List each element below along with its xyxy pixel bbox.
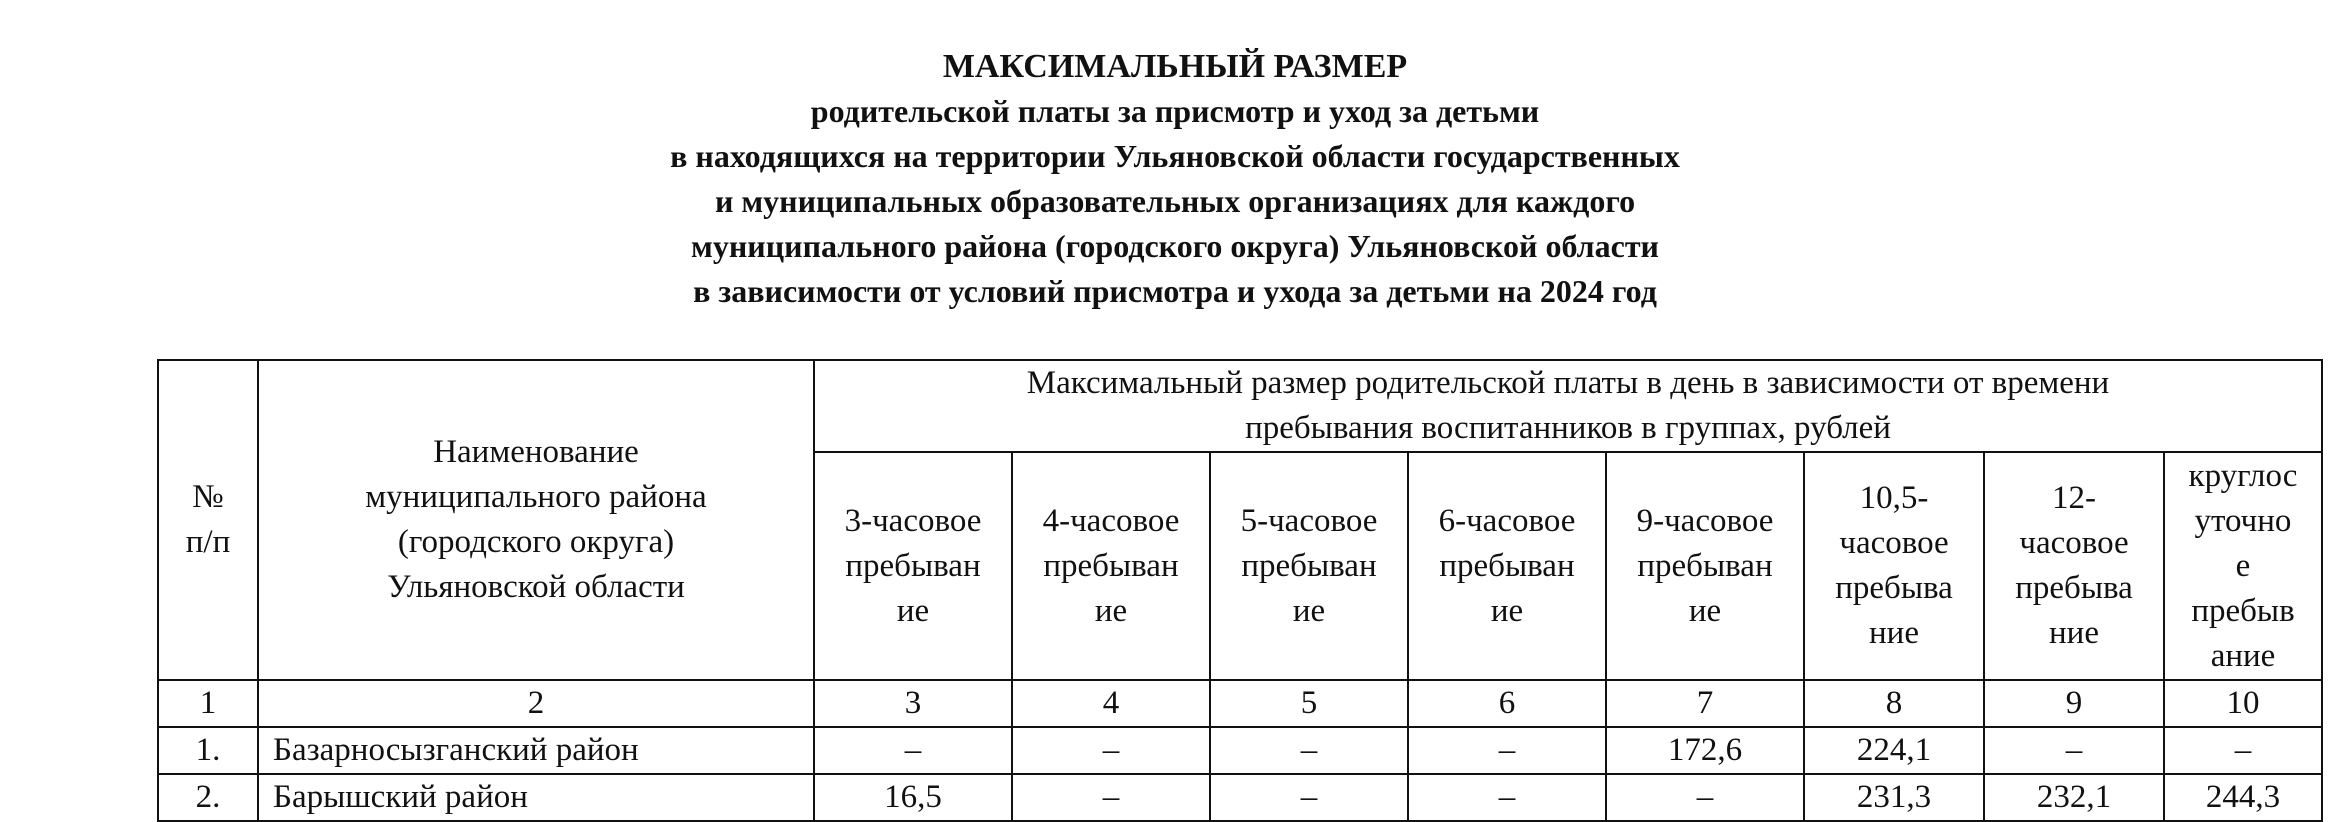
- column-number: 1: [158, 680, 258, 727]
- column-number-row: [158, 680, 2322, 727]
- district-name: Базарносызганский район: [258, 727, 814, 774]
- fee-cell: 172,6: [1606, 727, 1804, 774]
- fee-cell: –: [814, 727, 1012, 774]
- column-number: 4: [1012, 680, 1210, 727]
- fee-cell: –: [1012, 774, 1210, 821]
- fee-cell: 232,1: [1984, 774, 2164, 821]
- fee-cell: –: [1210, 774, 1408, 821]
- column-number: 5: [1210, 680, 1408, 727]
- fee-cell: –: [1408, 727, 1606, 774]
- title-line: в находящихся на территории Ульяновской области государственных: [670, 138, 1680, 174]
- column-number: 2: [258, 680, 814, 727]
- fee-cell: –: [1210, 727, 1408, 774]
- header-col-12h: 12- часовое пребыва ние: [1984, 452, 2164, 680]
- header-col-10-5h: 10,5- часовое пребыва ние: [1804, 452, 1984, 680]
- header-col-4h: 4-часовое пребыван ие: [1012, 452, 1210, 680]
- table-row: [158, 727, 2322, 774]
- column-number: 9: [1984, 680, 2164, 727]
- district-name: Барышский район: [258, 774, 814, 821]
- header-name: Наименование муниципального района (городского округа) Ульяновской области: [258, 360, 814, 680]
- column-number: 6: [1408, 680, 1606, 727]
- document-title: [0, 44, 2338, 314]
- fee-cell: –: [1984, 727, 2164, 774]
- header-fee-span: Максимальный размер родительской платы в день в зависимости от времени пребывания воспитанников в группах, рублей: [814, 360, 2322, 452]
- header-number: № п/п: [158, 360, 258, 680]
- column-number: 8: [1804, 680, 1984, 727]
- title-line: родительской платы за присмотр и уход за детьми: [810, 93, 1540, 129]
- title-line: в зависимости от условий присмотра и ухода за детьми на 2024 год: [693, 273, 1657, 309]
- column-number: 10: [2164, 680, 2322, 727]
- header-col-9h: 9-часовое пребыван ие: [1606, 452, 1804, 680]
- fee-cell: –: [1012, 727, 1210, 774]
- fee-table: [157, 359, 2323, 822]
- row-number: 2.: [158, 774, 258, 821]
- header-col-5h: 5-часовое пребыван ие: [1210, 452, 1408, 680]
- column-number: 7: [1606, 680, 1804, 727]
- table-header-row: [158, 360, 2322, 452]
- fee-cell: –: [1606, 774, 1804, 821]
- title-line: муниципального района (городского округа) Ульяновской области: [691, 228, 1659, 264]
- title-line: МАКСИМАЛЬНЫЙ РАЗМЕР: [942, 48, 1408, 85]
- fee-cell: 244,3: [2164, 774, 2322, 821]
- row-number: 1.: [158, 727, 258, 774]
- fee-cell: –: [1408, 774, 1606, 821]
- fee-cell: 224,1: [1804, 727, 1984, 774]
- header-col-24h: круглос уточно е пребыв ание: [2164, 452, 2322, 680]
- header-col-6h: 6-часовое пребыван ие: [1408, 452, 1606, 680]
- column-number: 3: [814, 680, 1012, 727]
- title-line: и муниципальных образовательных организациях для каждого: [714, 183, 1636, 219]
- table-row: [158, 774, 2322, 821]
- fee-cell: 231,3: [1804, 774, 1984, 821]
- header-col-3h: 3-часовое пребыван ие: [814, 452, 1012, 680]
- fee-cell: 16,5: [814, 774, 1012, 821]
- fee-cell: –: [2164, 727, 2322, 774]
